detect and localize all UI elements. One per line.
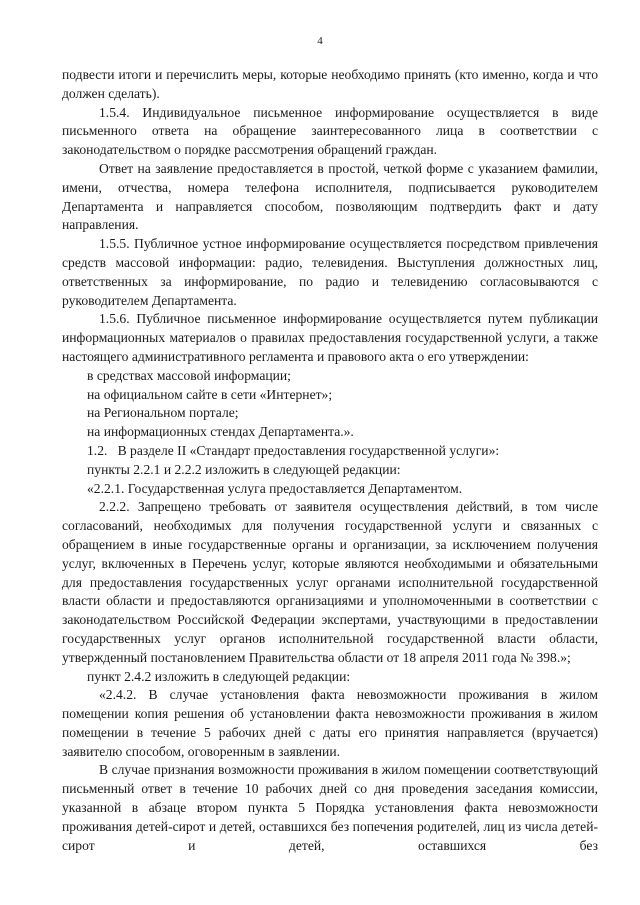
paragraph-4: 1.5.5. Публичное устное информирование осуществляется посредством привлечения средств массовой информации: радио, телевидения. Выступления должностных лиц, ответственных за информирование, по радио и телевидению согласовываются с руководителем Департамента.	[62, 236, 598, 308]
paragraph-15: «2.4.2. В случае установления факта невозможности проживания в жилом помещении копия решения об установлении факта невозможности проживания в жилом помещении в течение 5 рабочих дней с даты его принятия направляется (вручается) заявителю способом, оговоренным в заявлении.	[62, 687, 598, 759]
paragraph-13: 2.2.2. Запрещено требовать от заявителя осуществления действий, в том числе согласований, необходимых для получения государственной услуги и связанных с обращением в иные государственные органы и организации, за исключением получения услуг, включенных в Перечень услуг, которые являются необходимыми и обязательными для предоставления государственных услуг органами исполнительной государственной власти области и предоставляются организациями и уполномоченными в соответствии с законодательством Российской Федерации экспертами, участвующими в предоставлении государственных услуг органов исполнительной государственной власти области, утвержденный постановлением Правительства области от 18 апреля 2011 года № 398.»;	[62, 499, 598, 665]
paragraph-12: «2.2.1. Государственная услуга предоставляется Департаментом.	[87, 480, 463, 496]
paragraph-1: подвести итоги и перечислить меры, которые необходимо принять (кто именно, когда и что должен сделать).	[62, 67, 598, 101]
paragraph-5: 1.5.6. Публичное письменное информирование осуществляется путем публикации информационных материалов о правилах предоставления государственной услуги, а также настоящего административного регламента и правового акта о его утверждении:	[62, 311, 598, 364]
paragraph-3: Ответ на заявление предоставляется в простой, четкой форме с указанием фамилии, имени, отчества, номера телефона исполнителя, подписывается руководителем Департамента и направляется способом, позволяющим подтвердить факт и дату направления.	[62, 160, 598, 233]
page-number: 4	[317, 35, 323, 47]
document-body	[62, 66, 598, 855]
list-item: в средствах массовой информации;	[87, 367, 291, 383]
section-heading: 1.2. В разделе II «Стандарт предоставления государственной услуги»:	[87, 442, 500, 458]
list-item: на информационных стендах Департамента.».	[87, 424, 354, 440]
list-item: на Региональном портале;	[87, 405, 239, 421]
list-item: на официальном сайте в сети «Интернет»;	[87, 386, 333, 402]
paragraph-14: пункт 2.4.2 изложить в следующей редакции:	[87, 668, 351, 684]
paragraph-11: пункты 2.2.1 и 2.2.2 изложить в следующей редакции:	[87, 461, 401, 477]
paragraph-16: В случае признания возможности проживания в жилом помещении соответствующий письменный ответ в течение 10 рабочих дней со дня проведения заседания комиссии, указанной в абзаце втором пункта 5 Порядка установления факта невозможности проживания детей-сирот и детей, оставшихся без попечения родителей, лиц из числа детей-сирот и детей, оставшихся без	[62, 762, 598, 853]
paragraph-2: 1.5.4. Индивидуальное письменное информирование осуществляется в виде письменного ответа на обращение заинтересованного лица в соответствии с законодательством о порядке рассмотрения обращений граждан.	[62, 104, 598, 158]
